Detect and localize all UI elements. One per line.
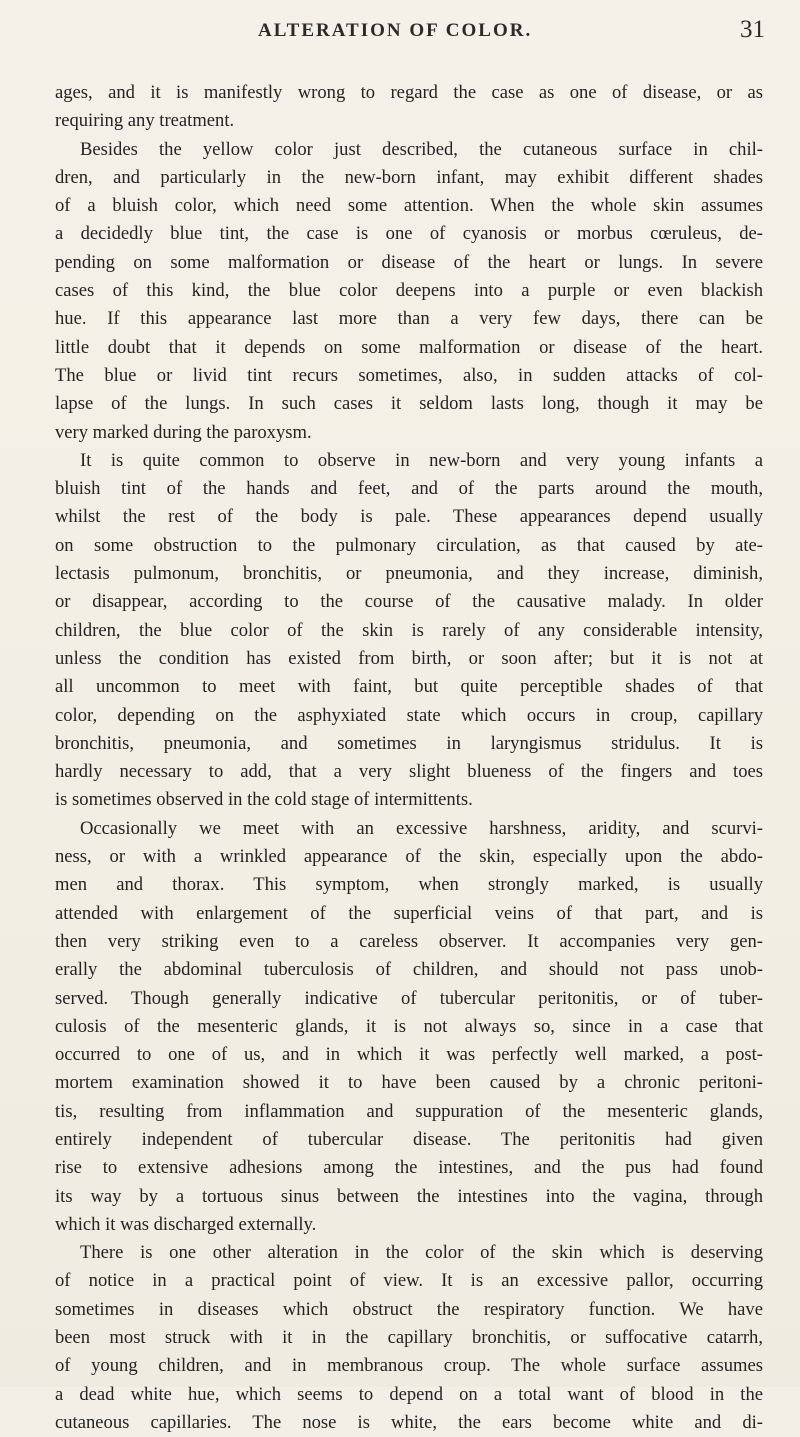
text-line: mortem examination showed it to have been caused by a chronic peritoni- xyxy=(55,1072,763,1094)
text-line: all uncommon to meet with faint, but quite perceptible shades of that xyxy=(55,676,763,698)
text-line: of a bluish color, which need some attention. When the whole skin assumes xyxy=(55,195,763,217)
text-line: cases of this kind, the blue color deepens into a purple or even blackish xyxy=(55,280,763,302)
text-line: children, the blue color of the skin is rarely of any considerable intensity, xyxy=(55,619,763,641)
text-line: a decidedly blue tint, the case is one of cyanosis or morbus cœruleus, de- xyxy=(55,223,763,245)
text-line: is sometimes observed in the cold stage of intermittents. xyxy=(55,789,473,811)
text-line: lapse of the lungs. In such cases it seldom lasts long, though it may be xyxy=(55,393,763,415)
text-line: culosis of the mesenteric glands, it is not always so, since in a case that xyxy=(55,1015,763,1037)
text-line: Occasionally we meet with an excessive harshness, aridity, and scurvi- xyxy=(80,817,763,839)
text-line: its way by a tortuous sinus between the intestines into the vagina, through xyxy=(55,1185,763,1207)
text-line: dren, and particularly in the new-born infant, may exhibit different shades xyxy=(55,166,763,188)
text-line: ages, and it is manifestly wrong to regard the case as one of disease, or as xyxy=(55,82,763,103)
text-line: It is quite common to observe in new-born and very young infants a xyxy=(80,449,763,471)
text-line: sometimes in diseases which obstruct the respiratory function. We have xyxy=(55,1298,763,1320)
text-line: men and thorax. This symptom, when strongly marked, is usually xyxy=(55,874,763,896)
text-line: The blue or livid tint recurs sometimes, also, in sudden attacks of col- xyxy=(55,364,763,386)
text-line: or disappear, according to the course of the causative malady. In older xyxy=(55,591,763,613)
text-line: hardly necessary to add, that a very slight blueness of the fingers and toes xyxy=(55,761,763,783)
text-line: pending on some malformation or disease of the heart or lungs. In severe xyxy=(55,251,763,273)
text-line: unless the condition has existed from birth, or soon after; but it is not at xyxy=(55,647,763,669)
text-line: of young children, and in membranous croup. The whole surface assumes xyxy=(55,1355,763,1377)
text-line: little doubt that it depends on some malformation or disease of the heart. xyxy=(55,336,763,358)
text-line: color, depending on the asphyxiated state which occurs in croup, capillary xyxy=(55,704,763,726)
text-line: There is one other alteration in the color of the skin which is deserving xyxy=(80,1242,763,1264)
text-line: very marked during the paroxysm. xyxy=(55,421,312,443)
text-line: rise to extensive adhesions among the intestines, and the pus had found xyxy=(55,1157,763,1179)
text-line: bluish tint of the hands and feet, and of the parts around the mouth, xyxy=(55,478,763,500)
text-line: been most struck with it in the capillary bronchitis, or suffocative catarrh, xyxy=(55,1327,763,1349)
text-line: attended with enlargement of the superficial veins of that part, and is xyxy=(55,902,763,924)
text-line: a dead white hue, which seems to depend on a total want of blood in the xyxy=(55,1383,763,1405)
text-line: occurred to one of us, and in which it was perfectly well marked, a post- xyxy=(55,1044,763,1066)
running-title: ALTERATION OF COLOR. xyxy=(258,20,533,41)
running-header xyxy=(0,16,800,50)
body-text xyxy=(55,79,763,1437)
text-line: requiring any treatment. xyxy=(55,110,235,132)
text-line: erally the abdominal tuberculosis of children, and should not pass unob- xyxy=(55,959,763,981)
text-line: cutaneous capillaries. The nose is white, the ears become white and di- xyxy=(55,1411,763,1433)
text-line: tis, resulting from inflammation and suppuration of the mesenteric glands, xyxy=(55,1100,763,1122)
text-line: which it was discharged externally. xyxy=(55,1213,317,1235)
text-line: bronchitis, pneumonia, and sometimes in laryngismus stridulus. It is xyxy=(55,732,763,754)
text-line: entirely independent of tubercular disease. The peritonitis had given xyxy=(55,1128,763,1150)
text-line: ness, or with a wrinkled appearance of the skin, especially upon the abdo- xyxy=(55,846,763,868)
text-line: lectasis pulmonum, bronchitis, or pneumonia, and they increase, diminish, xyxy=(55,563,763,585)
page-number: 31 xyxy=(740,16,765,43)
text-line: hue. If this appearance last more than a very few days, there can be xyxy=(55,308,763,330)
text-line: whilst the rest of the body is pale. These appearances depend usually xyxy=(55,506,763,528)
text-line: served. Though generally indicative of tubercular peritonitis, or of tuber- xyxy=(55,987,763,1009)
text-line: then very striking even to a careless observer. It accompanies very gen- xyxy=(55,930,763,952)
text-line: on some obstruction to the pulmonary circulation, as that caused by ate- xyxy=(55,534,763,556)
text-line: of notice in a practical point of view. It is an excessive pallor, occurring xyxy=(55,1270,763,1292)
text-line: Besides the yellow color just described, the cutaneous surface in chil- xyxy=(80,138,763,160)
